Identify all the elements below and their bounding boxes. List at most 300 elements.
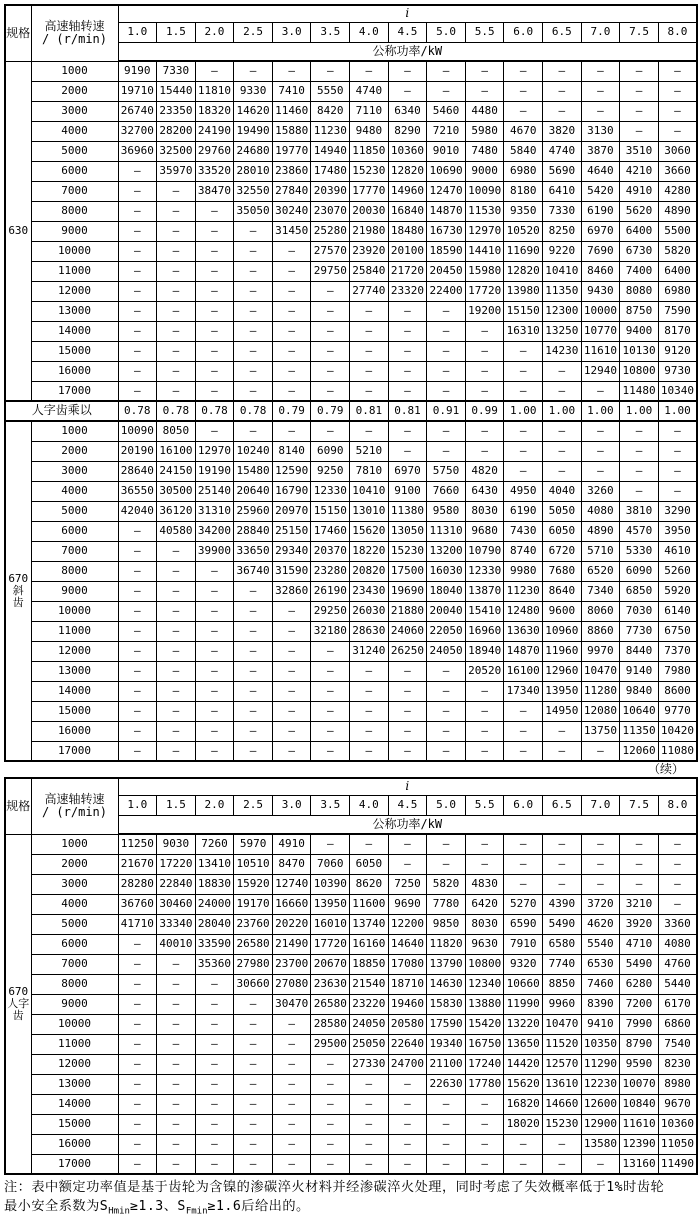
power-cell: — <box>350 1114 389 1134</box>
power-cell: 14960 <box>388 181 427 201</box>
power-cell: — <box>234 1074 273 1094</box>
power-cell: 10390 <box>311 874 350 894</box>
footnote-subscript-sfmin: Fmin <box>185 1206 208 1217</box>
power-cell: — <box>234 601 273 621</box>
power-cell: 4390 <box>543 894 582 914</box>
power-cell: — <box>157 561 196 581</box>
power-cell: — <box>272 1134 311 1154</box>
power-cell: — <box>272 301 311 321</box>
power-cell: 6140 <box>658 601 697 621</box>
power-cell: — <box>543 741 582 761</box>
table-row <box>5 741 697 761</box>
power-cell: 14420 <box>504 1054 543 1074</box>
power-cell: — <box>234 581 273 601</box>
power-cell: — <box>504 61 543 81</box>
power-unit-header: 公称功率/kW <box>118 42 697 61</box>
power-cell: — <box>427 61 466 81</box>
power-cell: 9840 <box>620 681 659 701</box>
power-cell: 13160 <box>620 1154 659 1174</box>
speed-cell: 2000 <box>31 81 118 101</box>
power-cell: 11490 <box>658 1154 697 1174</box>
power-cell: 22400 <box>427 281 466 301</box>
power-cell: — <box>350 1094 389 1114</box>
power-cell: 3360 <box>658 914 697 934</box>
power-cell: 28840 <box>234 521 273 541</box>
power-cell: 32550 <box>234 181 273 201</box>
power-cell: 12330 <box>465 561 504 581</box>
power-cell: — <box>195 661 234 681</box>
power-cell: — <box>311 1074 350 1094</box>
power-cell: 29500 <box>311 1034 350 1054</box>
speed-cell: 3000 <box>31 461 118 481</box>
power-cell: 31240 <box>350 641 389 661</box>
table-row <box>5 301 697 321</box>
power-cell: 32860 <box>272 581 311 601</box>
power-cell: 14630 <box>427 974 466 994</box>
power-cell: 4040 <box>543 481 582 501</box>
speed-cell: 5000 <box>31 501 118 521</box>
power-cell: — <box>118 601 157 621</box>
table-row <box>5 1034 697 1054</box>
power-cell: — <box>157 701 196 721</box>
power-cell: 7030 <box>620 601 659 621</box>
table-row <box>5 874 697 894</box>
power-cell: 29760 <box>195 141 234 161</box>
power-cell: 4760 <box>658 954 697 974</box>
table-row <box>5 1114 697 1134</box>
power-cell: — <box>272 361 311 381</box>
speed-cell: 10000 <box>31 601 118 621</box>
power-cell: 12390 <box>620 1134 659 1154</box>
speed-cell: 9000 <box>31 581 118 601</box>
spec-label <box>5 61 31 401</box>
power-cell: 10470 <box>581 661 620 681</box>
ratio-header-cell: 2.5 <box>234 795 273 815</box>
power-cell: — <box>311 421 350 441</box>
power-cell: 8390 <box>581 994 620 1014</box>
power-cell: — <box>118 1154 157 1174</box>
power-cell: 4910 <box>272 834 311 854</box>
ratio-header-cell: 8.0 <box>658 795 697 815</box>
power-cell: 8060 <box>581 601 620 621</box>
power-cell: 8850 <box>543 974 582 994</box>
power-cell: — <box>581 874 620 894</box>
power-cell: 10660 <box>504 974 543 994</box>
power-cell: 7110 <box>350 101 389 121</box>
power-cell: 5440 <box>658 974 697 994</box>
ratio-header-cell: 2.0 <box>195 22 234 42</box>
rated-power-table-2 <box>4 777 698 1175</box>
spec-label-line: 670 <box>8 984 29 998</box>
power-cell: 5270 <box>504 894 543 914</box>
power-cell: 4740 <box>543 141 582 161</box>
power-cell: — <box>504 721 543 741</box>
power-cell: 23630 <box>311 974 350 994</box>
power-cell: 15830 <box>427 994 466 1014</box>
speed-header-line2: / (r/min) <box>41 32 108 47</box>
power-cell: 6090 <box>311 441 350 461</box>
power-cell: 30240 <box>272 201 311 221</box>
power-cell: — <box>427 1094 466 1114</box>
power-cell: — <box>658 121 697 141</box>
power-cell: — <box>350 421 389 441</box>
power-cell: 14940 <box>311 141 350 161</box>
power-cell: — <box>504 1154 543 1174</box>
power-cell: 17590 <box>427 1014 466 1034</box>
power-cell: — <box>465 441 504 461</box>
ratio-header-cell: 8.0 <box>658 22 697 42</box>
power-cell: — <box>427 301 466 321</box>
power-cell: 20970 <box>272 501 311 521</box>
power-cell: 4740 <box>350 81 389 101</box>
multiplier-cell: 1.00 <box>543 401 582 421</box>
power-cell: 26740 <box>118 101 157 121</box>
power-cell: — <box>465 381 504 401</box>
power-cell: 16310 <box>504 321 543 341</box>
power-cell: 17500 <box>388 561 427 581</box>
power-cell: 4280 <box>658 181 697 201</box>
power-cell: — <box>234 241 273 261</box>
table-row <box>5 894 697 914</box>
power-cell: 7810 <box>350 461 389 481</box>
speed-cell: 3000 <box>31 874 118 894</box>
footnote-line2-pre: 最小安全系数为S <box>4 1199 109 1214</box>
power-cell: — <box>195 321 234 341</box>
power-cell: 24060 <box>388 621 427 641</box>
power-cell: 4480 <box>465 101 504 121</box>
power-cell: 9730 <box>658 361 697 381</box>
power-cell: 6400 <box>620 221 659 241</box>
power-cell: 12970 <box>195 441 234 461</box>
table-row <box>5 721 697 741</box>
power-cell: 11480 <box>620 381 659 401</box>
power-cell: 3920 <box>620 914 659 934</box>
power-cell: — <box>118 934 157 954</box>
power-cell: 11290 <box>581 1054 620 1074</box>
power-cell: — <box>620 421 659 441</box>
power-cell: 33650 <box>234 541 273 561</box>
power-cell: 20030 <box>350 201 389 221</box>
power-cell: 6970 <box>581 221 620 241</box>
table-row <box>5 501 697 521</box>
power-cell: 8980 <box>658 1074 697 1094</box>
power-cell: 13220 <box>504 1014 543 1034</box>
power-cell: 41710 <box>118 914 157 934</box>
power-cell: 15480 <box>234 461 273 481</box>
power-cell: — <box>234 721 273 741</box>
speed-cell: 15000 <box>31 341 118 361</box>
power-cell: — <box>195 681 234 701</box>
power-cell: — <box>620 874 659 894</box>
power-cell: 8620 <box>350 874 389 894</box>
table-row <box>5 481 697 501</box>
power-cell: — <box>427 1154 466 1174</box>
power-cell: — <box>658 101 697 121</box>
power-cell: 10770 <box>581 321 620 341</box>
power-cell: 15410 <box>465 601 504 621</box>
power-cell: 16960 <box>465 621 504 641</box>
power-cell: — <box>157 1114 196 1134</box>
power-cell: 9100 <box>388 481 427 501</box>
power-cell: 15620 <box>350 521 389 541</box>
power-cell: 20520 <box>465 661 504 681</box>
power-cell: 9960 <box>543 994 582 1014</box>
power-cell: — <box>234 1014 273 1034</box>
power-cell: — <box>118 241 157 261</box>
power-cell: — <box>465 721 504 741</box>
speed-cell: 6000 <box>31 934 118 954</box>
power-cell: — <box>350 741 389 761</box>
power-cell: 16660 <box>272 894 311 914</box>
multiplier-cell: 1.00 <box>504 401 543 421</box>
power-cell: 5620 <box>620 201 659 221</box>
power-cell: 13580 <box>581 1134 620 1154</box>
table-row <box>5 1074 697 1094</box>
power-cell: — <box>350 834 389 854</box>
power-cell: 11350 <box>620 721 659 741</box>
power-cell: 11250 <box>118 834 157 854</box>
power-cell: — <box>543 101 582 121</box>
power-cell: — <box>427 701 466 721</box>
power-cell: 16730 <box>427 221 466 241</box>
power-cell: 9980 <box>504 561 543 581</box>
power-cell: — <box>157 994 196 1014</box>
power-cell: 9190 <box>118 61 157 81</box>
power-cell: 10360 <box>388 141 427 161</box>
power-cell: 7660 <box>427 481 466 501</box>
power-cell: — <box>388 421 427 441</box>
power-cell: 28010 <box>234 161 273 181</box>
power-cell: 11530 <box>465 201 504 221</box>
power-cell: 15150 <box>311 501 350 521</box>
power-cell: — <box>195 701 234 721</box>
multiplier-cell: 0.78 <box>157 401 196 421</box>
multiplier-cell: 1.00 <box>658 401 697 421</box>
power-cell: 12080 <box>581 701 620 721</box>
table-row <box>5 101 697 121</box>
power-cell: — <box>272 681 311 701</box>
multiplier-cell: 0.78 <box>195 401 234 421</box>
power-cell: — <box>350 381 389 401</box>
power-cell: — <box>272 321 311 341</box>
footnote-line2-post: ≥1.6后给出的。 <box>207 1199 310 1214</box>
power-cell: — <box>234 1034 273 1054</box>
power-cell: 10410 <box>543 261 582 281</box>
power-cell: 12470 <box>427 181 466 201</box>
power-cell: — <box>118 521 157 541</box>
spec-label <box>5 834 31 1174</box>
power-cell: — <box>157 361 196 381</box>
power-cell: 18590 <box>427 241 466 261</box>
power-cell: — <box>157 581 196 601</box>
power-cell: 16030 <box>427 561 466 581</box>
power-cell: 16160 <box>350 934 389 954</box>
power-cell: 12820 <box>504 261 543 281</box>
power-cell: 23070 <box>311 201 350 221</box>
power-cell: — <box>272 641 311 661</box>
power-cell: 9600 <box>543 601 582 621</box>
speed-cell: 10000 <box>31 1014 118 1034</box>
speed-cell: 9000 <box>31 994 118 1014</box>
power-cell: — <box>543 81 582 101</box>
power-cell: — <box>157 621 196 641</box>
power-cell: 8420 <box>311 101 350 121</box>
speed-cell: 16000 <box>31 721 118 741</box>
power-cell: 17780 <box>465 1074 504 1094</box>
spec-label-line: 630 <box>8 223 29 237</box>
power-cell: 5710 <box>581 541 620 561</box>
power-cell: — <box>465 701 504 721</box>
power-cell: — <box>272 741 311 761</box>
speed-cell: 16000 <box>31 361 118 381</box>
power-cell: 23220 <box>350 994 389 1014</box>
power-cell: 5330 <box>620 541 659 561</box>
speed-cell: 7000 <box>31 181 118 201</box>
power-cell: 10090 <box>118 421 157 441</box>
power-cell: — <box>234 681 273 701</box>
speed-cell: 17000 <box>31 1154 118 1174</box>
power-cell: — <box>388 1154 427 1174</box>
power-cell: — <box>427 441 466 461</box>
power-cell: — <box>234 341 273 361</box>
power-cell: 19170 <box>234 894 273 914</box>
power-cell: — <box>427 321 466 341</box>
power-cell: — <box>620 854 659 874</box>
power-cell: 15230 <box>388 541 427 561</box>
power-cell: — <box>504 701 543 721</box>
power-cell: 9670 <box>658 1094 697 1114</box>
power-cell: 21880 <box>388 601 427 621</box>
speed-column-header <box>31 778 118 834</box>
power-cell: — <box>388 1134 427 1154</box>
power-cell: — <box>272 241 311 261</box>
power-cell: — <box>620 121 659 141</box>
power-cell: — <box>388 341 427 361</box>
power-cell: 8440 <box>620 641 659 661</box>
power-cell: — <box>581 381 620 401</box>
power-cell: 7780 <box>427 894 466 914</box>
power-cell: 26030 <box>350 601 389 621</box>
power-cell: 19190 <box>195 461 234 481</box>
power-cell: 7330 <box>543 201 582 221</box>
power-cell: — <box>157 221 196 241</box>
power-cell: — <box>581 1154 620 1174</box>
power-cell: — <box>195 281 234 301</box>
power-cell: 20220 <box>272 914 311 934</box>
power-cell: 6730 <box>620 241 659 261</box>
power-cell: — <box>118 741 157 761</box>
power-cell: — <box>350 61 389 81</box>
power-cell: 26190 <box>311 581 350 601</box>
power-cell: 16790 <box>272 481 311 501</box>
power-cell: 14660 <box>543 1094 582 1114</box>
power-cell: 18320 <box>195 101 234 121</box>
power-cell: 35360 <box>195 954 234 974</box>
power-cell: 3870 <box>581 141 620 161</box>
power-cell: 8740 <box>504 541 543 561</box>
speed-cell: 6000 <box>31 161 118 181</box>
power-cell: 31310 <box>195 501 234 521</box>
speed-cell: 14000 <box>31 681 118 701</box>
power-cell: — <box>157 1134 196 1154</box>
table-row <box>5 161 697 181</box>
power-cell: 25150 <box>272 521 311 541</box>
power-cell: 3720 <box>581 894 620 914</box>
power-cell: — <box>118 1114 157 1134</box>
speed-cell: 1000 <box>31 834 118 854</box>
power-cell: — <box>272 601 311 621</box>
ratio-header-cell: 4.5 <box>388 795 427 815</box>
power-cell: — <box>388 681 427 701</box>
power-cell: 7460 <box>581 974 620 994</box>
power-cell: — <box>195 381 234 401</box>
power-cell: 19460 <box>388 994 427 1014</box>
power-cell: — <box>543 421 582 441</box>
power-cell: 29250 <box>311 601 350 621</box>
power-cell: 6050 <box>543 521 582 541</box>
power-cell: 18850 <box>350 954 389 974</box>
spec-label-line: 齿 <box>12 596 24 610</box>
power-cell: 17720 <box>465 281 504 301</box>
table-row <box>5 681 697 701</box>
power-cell: 21720 <box>388 261 427 281</box>
power-cell: 12480 <box>504 601 543 621</box>
table-row <box>5 834 697 854</box>
power-cell: — <box>311 1134 350 1154</box>
power-cell: 12570 <box>543 1054 582 1074</box>
power-cell: 21980 <box>350 221 389 241</box>
table-row <box>5 641 697 661</box>
power-cell: 21540 <box>350 974 389 994</box>
power-cell: — <box>543 1134 582 1154</box>
power-cell: 12960 <box>543 661 582 681</box>
speed-cell: 8000 <box>31 974 118 994</box>
power-cell: — <box>504 1134 543 1154</box>
power-cell: — <box>157 681 196 701</box>
speed-cell: 4000 <box>31 481 118 501</box>
footnote <box>4 1178 698 1222</box>
power-cell: 10840 <box>620 1094 659 1114</box>
power-cell: — <box>157 381 196 401</box>
multiplier-cell: 0.81 <box>388 401 427 421</box>
power-cell: — <box>427 721 466 741</box>
power-cell: — <box>157 741 196 761</box>
rated-power-table-2-container <box>4 777 697 1175</box>
power-cell: — <box>195 641 234 661</box>
power-cell: 10130 <box>620 341 659 361</box>
power-cell: 15150 <box>504 301 543 321</box>
multiplier-cell: 1.00 <box>620 401 659 421</box>
power-cell: 8600 <box>658 681 697 701</box>
power-cell: 9690 <box>388 894 427 914</box>
power-cell: 17340 <box>504 681 543 701</box>
table-row <box>5 321 697 341</box>
power-cell: 23350 <box>157 101 196 121</box>
power-cell: — <box>118 321 157 341</box>
power-cell: 13950 <box>311 894 350 914</box>
power-cell: 19340 <box>427 1034 466 1054</box>
power-cell: — <box>658 481 697 501</box>
speed-cell: 3000 <box>31 101 118 121</box>
power-cell: 12740 <box>272 874 311 894</box>
speed-header-line2: / (r/min) <box>41 805 108 820</box>
power-cell: 5840 <box>504 141 543 161</box>
power-cell: 18830 <box>195 874 234 894</box>
power-cell: 14640 <box>388 934 427 954</box>
power-cell: — <box>427 661 466 681</box>
power-cell: — <box>195 301 234 321</box>
power-cell: — <box>388 721 427 741</box>
